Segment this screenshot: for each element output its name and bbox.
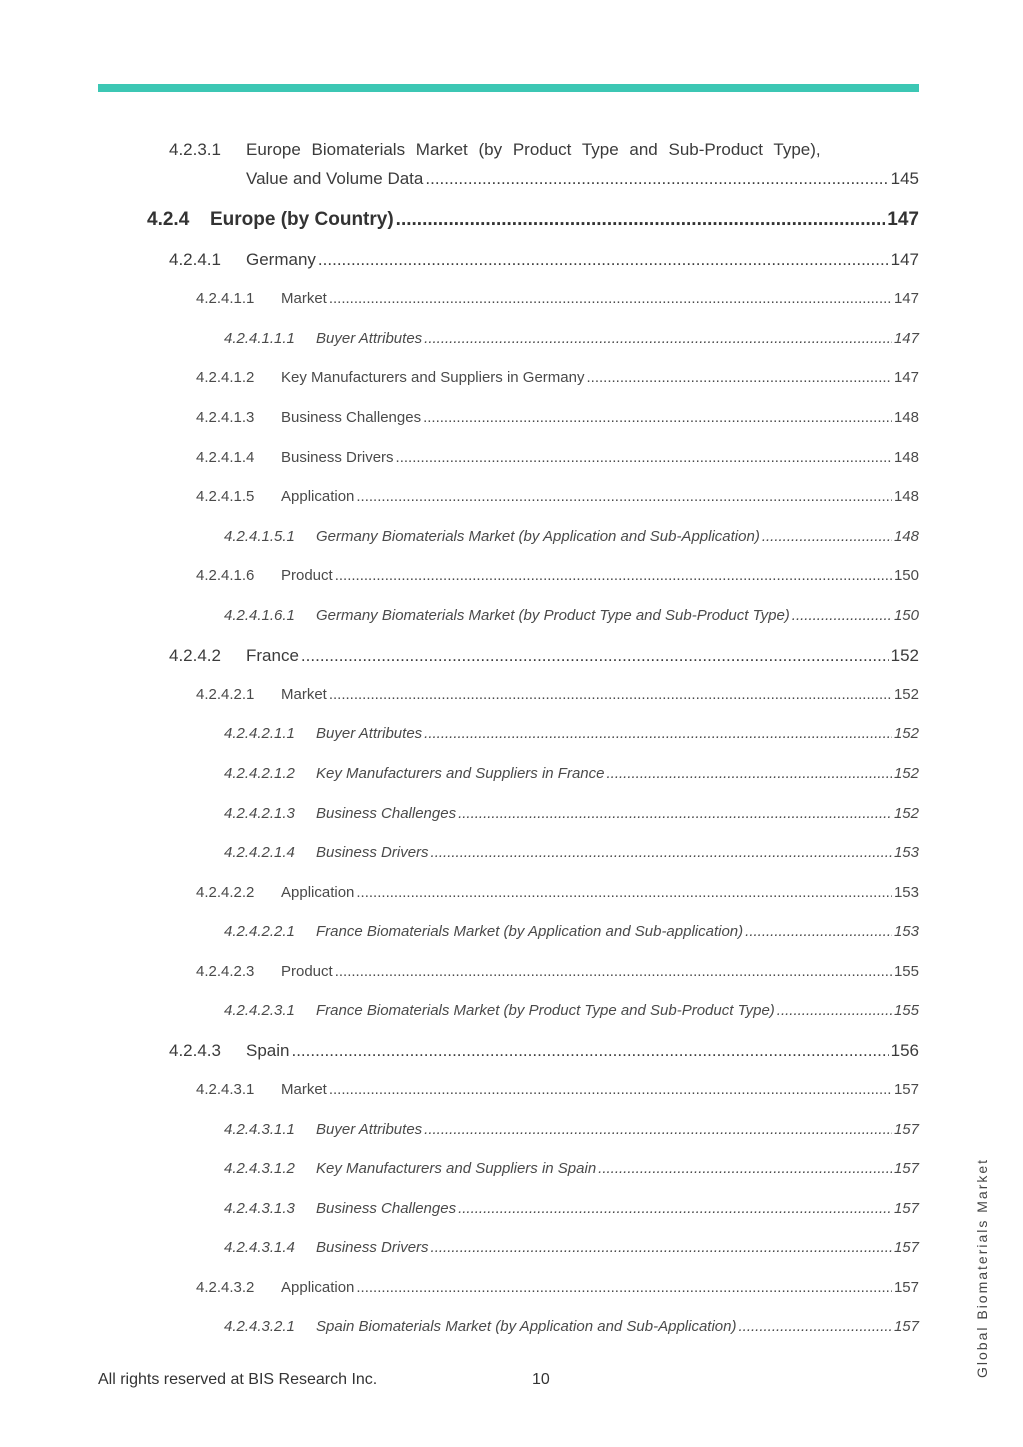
toc-entry-title: Market — [281, 686, 327, 703]
toc-entry-number: 4.2.4.1.5.1 — [224, 528, 295, 545]
toc-entry-page: 148 — [893, 488, 919, 505]
toc-entry-page: 153 — [893, 884, 919, 901]
toc-entry[interactable] — [0, 409, 919, 426]
toc-entry-number: 4.2.4.3 — [169, 1041, 221, 1060]
toc-entry-number: 4.2.3.1 — [169, 140, 221, 159]
toc-entry-page: 157 — [893, 1121, 919, 1138]
toc-entry-page: 157 — [893, 1318, 919, 1335]
toc-entry[interactable] — [0, 330, 919, 347]
toc-entry-title: Business Drivers — [316, 844, 429, 861]
toc-entry-number: 4.2.4.1.1.1 — [224, 330, 295, 347]
toc-entry-page: 147 — [887, 209, 919, 230]
toc-entry-number: 4.2.4.3.1.1 — [224, 1121, 295, 1138]
dot-leader — [777, 1002, 892, 1019]
toc-entry-page: 153 — [893, 923, 919, 940]
toc-entry-title: Europe (by Country) — [210, 209, 394, 230]
toc-entry-title: Germany Biomaterials Market (by Product Type and Sub-Product Type) — [316, 607, 790, 624]
toc-entry-page: 152 — [890, 646, 919, 665]
toc-entry-wrapped[interactable] — [169, 140, 919, 189]
toc-entry-page: 147 — [893, 330, 919, 347]
toc-entry-number: 4.2.4.1.1 — [196, 290, 255, 307]
toc-entry[interactable] — [0, 963, 919, 980]
toc-entry-title: France Biomaterials Market (by Product Type and Sub-Product Type) — [316, 1002, 775, 1019]
dot-leader — [431, 844, 892, 861]
toc-entry-title: Application — [281, 884, 355, 901]
toc-entry[interactable] — [0, 567, 919, 584]
toc-entry-number: 4.2.4.2.1.4 — [224, 844, 295, 861]
toc-entry-number: 4.2.4.1.6 — [196, 567, 255, 584]
dot-leader — [329, 290, 892, 307]
dot-leader — [458, 1200, 892, 1217]
toc-entry-number: 4.2.4.2.1.1 — [224, 725, 295, 742]
dot-leader — [586, 369, 891, 386]
toc-entry-number: 4.2.4.1.2 — [196, 369, 255, 386]
toc-entry-number: 4.2.4.2.3 — [196, 963, 255, 980]
toc-entry-number: 4.2.4.2.1.3 — [224, 805, 295, 822]
dot-leader — [396, 209, 886, 231]
toc-entry-number: 4.2.4.2.1 — [196, 686, 255, 703]
toc-entry-page: 152 — [893, 765, 919, 782]
dot-leader — [424, 330, 892, 347]
toc-entry[interactable] — [0, 884, 919, 901]
toc-entry-page: 147 — [893, 290, 919, 307]
dot-leader — [606, 765, 891, 782]
toc-entry[interactable] — [0, 369, 919, 386]
toc-entry-title: Business Challenges — [316, 805, 457, 822]
toc-entry-title: Germany — [246, 250, 316, 269]
toc-entry-title: Business Challenges — [316, 1200, 457, 1217]
toc-entry-number: 4.2.4.2.2 — [196, 884, 255, 901]
toc-entry-title: Business Drivers — [281, 449, 394, 466]
toc-entry-title: Product — [281, 963, 333, 980]
toc-entry-number: 4.2.4.2.1.2 — [224, 765, 295, 782]
toc-entry-number: 4.2.4.3.2 — [196, 1279, 255, 1296]
toc-entry-title: Germany Biomaterials Market (by Application and Sub-Application) — [316, 528, 760, 545]
toc-entry-page: 152 — [893, 686, 919, 703]
toc-entry-number: 4.2.4.1.3 — [196, 409, 255, 426]
dot-leader — [291, 1041, 888, 1061]
dot-leader — [329, 1081, 892, 1098]
toc-entry-page: 157 — [893, 1200, 919, 1217]
toc-entry-page: 147 — [890, 250, 919, 269]
toc-entry-number: 4.2.4.1 — [169, 250, 221, 269]
footer-copyright: All rights reserved at BIS Research Inc. — [98, 1371, 378, 1388]
toc-entry[interactable] — [0, 844, 919, 861]
dot-leader — [356, 884, 892, 901]
toc-entry[interactable] — [0, 449, 919, 466]
toc-entry-page: 147 — [893, 369, 919, 386]
toc-entry-title: Key Manufacturers and Suppliers in Spain — [316, 1160, 597, 1177]
toc-entry[interactable] — [0, 765, 919, 782]
toc-entry-title: France Biomaterials Market (by Application and Sub-application) — [316, 923, 744, 940]
toc-entry-number: 4.2.4.2.2.1 — [224, 923, 295, 940]
dot-leader — [318, 250, 889, 270]
toc-entry-page: 157 — [893, 1239, 919, 1256]
toc-entry-page: 157 — [893, 1160, 919, 1177]
toc-entry-number: 4.2.4.3.1.4 — [224, 1239, 295, 1256]
dot-leader — [431, 1239, 892, 1256]
toc-entry-title: Buyer Attributes — [316, 725, 423, 742]
toc-entry-page: 145 — [890, 169, 919, 188]
dot-leader — [745, 923, 892, 940]
toc-entry-title: Application — [281, 1279, 355, 1296]
dot-leader — [598, 1160, 892, 1177]
toc-entry-title: France — [246, 646, 299, 665]
toc-entry[interactable] — [0, 1002, 919, 1019]
dot-leader — [329, 686, 892, 703]
toc-entry[interactable] — [0, 805, 919, 822]
toc-entry[interactable] — [0, 488, 919, 505]
toc-entry-page: 152 — [893, 805, 919, 822]
dot-leader — [396, 449, 892, 466]
toc-entry[interactable] — [0, 607, 919, 624]
toc-entry-title: Spain Biomaterials Market (by Application and Sub-Application) — [316, 1318, 737, 1335]
dot-leader — [335, 963, 892, 980]
toc-entry-number: 4.2.4 — [147, 209, 190, 230]
toc-entry-title: Market — [281, 290, 327, 307]
header-accent-bar — [98, 84, 919, 92]
toc-entry-number: 4.2.4.3.1 — [196, 1081, 255, 1098]
dot-leader — [739, 1318, 892, 1335]
dot-leader — [356, 488, 892, 505]
dot-leader — [424, 725, 892, 742]
toc-entry[interactable] — [0, 1121, 919, 1138]
toc-entry-title: Europe Biomaterials Market (by Product Type and Sub-Product Type), — [246, 140, 821, 159]
toc-entry[interactable] — [0, 1081, 919, 1098]
toc-entry[interactable] — [0, 290, 919, 307]
toc-entry[interactable] — [0, 1200, 919, 1217]
toc-entry-page: 155 — [893, 963, 919, 980]
toc-entry[interactable] — [0, 725, 919, 742]
dot-leader — [792, 607, 892, 624]
toc-entry-page: 148 — [893, 449, 919, 466]
toc-entry-number: 4.2.4.3.2.1 — [224, 1318, 295, 1335]
toc-entry-page: 148 — [893, 528, 919, 545]
toc-entry[interactable] — [0, 209, 919, 231]
side-report-title: Global Biomaterials Market — [974, 1157, 990, 1378]
dot-leader — [423, 409, 892, 426]
toc-entry[interactable] — [0, 1041, 919, 1061]
toc-entry[interactable] — [0, 923, 919, 940]
toc-entry-page: 157 — [893, 1081, 919, 1098]
toc-entry-title-continued: Value and Volume Data — [246, 169, 424, 188]
toc-entry-number: 4.2.4.1.5 — [196, 488, 255, 505]
toc-entry-page: 156 — [890, 1041, 919, 1060]
toc-entry-title: Buyer Attributes — [316, 330, 423, 347]
toc-entry-title: Business Drivers — [316, 1239, 429, 1256]
toc-entry-title: Application — [281, 488, 355, 505]
toc-entry-number: 4.2.4.3.1.2 — [224, 1160, 295, 1177]
dot-leader — [356, 1279, 892, 1296]
toc-entry-page: 155 — [893, 1002, 919, 1019]
toc-entry-page: 150 — [893, 607, 919, 624]
toc-entry-number: 4.2.4.2.3.1 — [224, 1002, 295, 1019]
toc-entry[interactable] — [0, 686, 919, 703]
toc-entry-title: Market — [281, 1081, 327, 1098]
dot-leader — [424, 1121, 892, 1138]
toc-entry[interactable] — [0, 528, 919, 545]
toc-entry[interactable] — [0, 1318, 919, 1335]
toc-entry-page: 150 — [893, 567, 919, 584]
toc-entry-page: 157 — [893, 1279, 919, 1296]
dot-leader — [301, 646, 889, 666]
toc-entry[interactable] — [0, 646, 919, 666]
toc-entry-page: 148 — [893, 409, 919, 426]
toc-entry-page: 153 — [893, 844, 919, 861]
toc-entry-number: 4.2.4.3.1.3 — [224, 1200, 295, 1217]
toc-entry-title: Key Manufacturers and Suppliers in Germany — [281, 369, 585, 386]
toc-entry-number: 4.2.4.2 — [169, 646, 221, 665]
toc-entry[interactable] — [0, 250, 919, 270]
toc-entry-title: Business Challenges — [281, 409, 422, 426]
dot-leader — [458, 805, 892, 822]
toc-entry-title: Product — [281, 567, 333, 584]
footer-page-number: 10 — [532, 1371, 550, 1388]
dot-leader — [762, 528, 892, 545]
dot-leader — [335, 567, 892, 584]
toc-entry-title: Spain — [246, 1041, 290, 1060]
toc-entry[interactable] — [0, 1279, 919, 1296]
toc-entry-page: 152 — [893, 725, 919, 742]
toc-entry-number: 4.2.4.1.6.1 — [224, 607, 295, 624]
toc-entry-title: Key Manufacturers and Suppliers in France — [316, 765, 605, 782]
toc-entry-title: Buyer Attributes — [316, 1121, 423, 1138]
toc-entry[interactable] — [0, 1160, 919, 1177]
toc-entry-number: 4.2.4.1.4 — [196, 449, 255, 466]
toc-entry[interactable] — [0, 1239, 919, 1256]
dot-leader — [425, 169, 888, 189]
